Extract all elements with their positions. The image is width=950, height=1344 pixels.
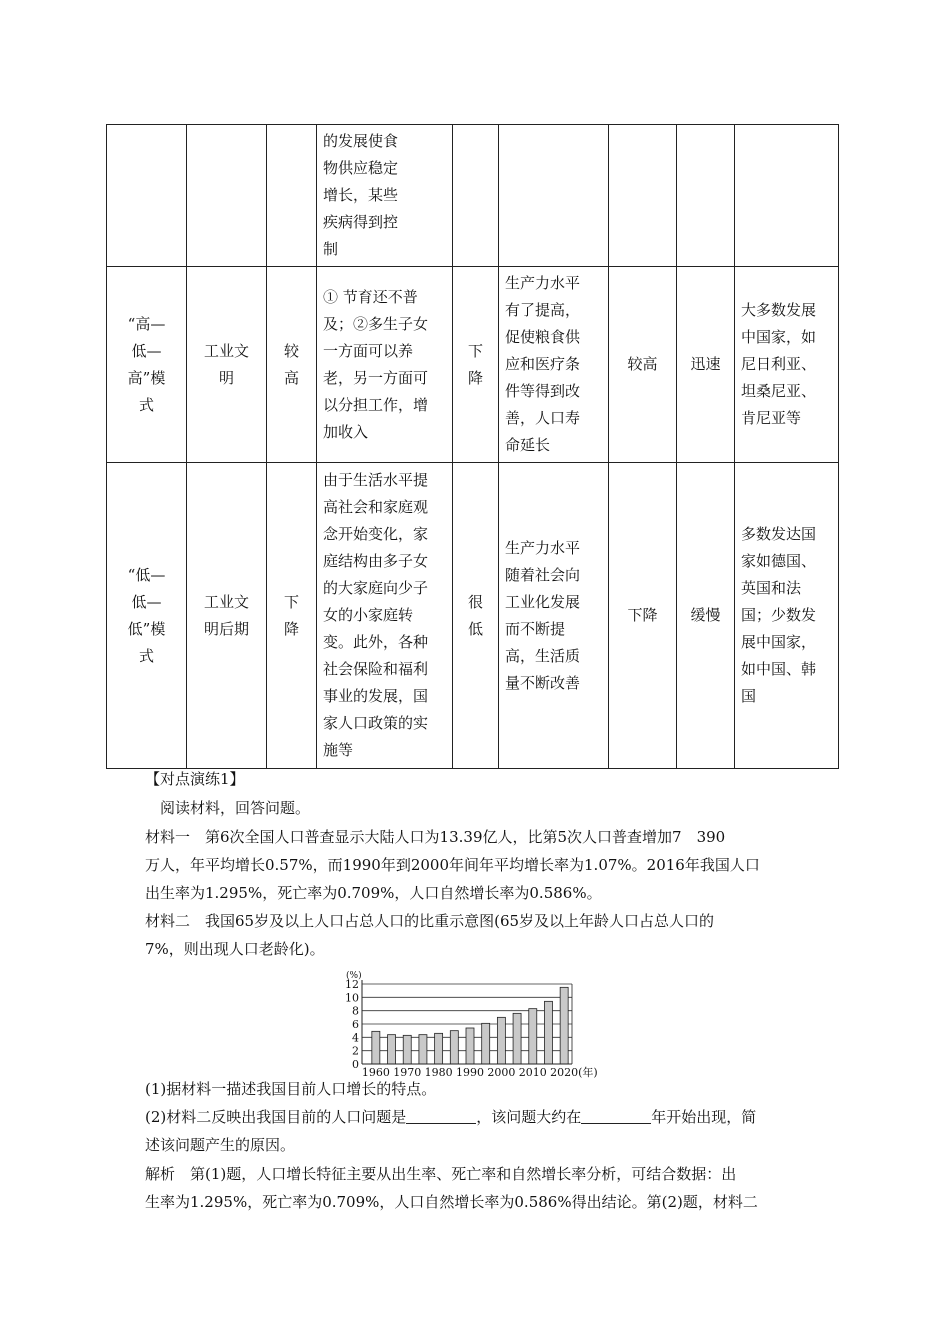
chart-bar	[372, 1031, 380, 1064]
table-cell	[267, 125, 317, 267]
aging-ratio-chart	[340, 968, 610, 1080]
chart-bar	[419, 1035, 427, 1064]
table-cell-birth-rate: 下 降	[267, 463, 317, 769]
chart-bar	[435, 1033, 443, 1064]
table-cell-birth-rate: 较 高	[267, 267, 317, 463]
chart-bar	[450, 1031, 458, 1064]
chart-y-tick-label: 6	[352, 1018, 359, 1031]
exercise-instruction: 阅读材料，回答问题。	[160, 799, 311, 817]
table-row-high-low-high	[107, 267, 839, 463]
table-cell	[107, 125, 187, 267]
population-model-table	[106, 124, 839, 769]
table-cell-growth-speed: 迅速	[677, 267, 735, 463]
question-1: (1)据材料一描述我国目前人口增长的特点。	[145, 1080, 437, 1098]
question-2	[145, 1104, 756, 1131]
chart-y-tick-label: 4	[352, 1031, 359, 1045]
chart-bar	[529, 1009, 537, 1064]
table-cell-civilization: 工业文 明	[187, 267, 267, 463]
chart-y-tick-label: 2	[352, 1044, 359, 1058]
chart-y-tick-label: 8	[352, 1004, 359, 1018]
table-cell-birth-reason: ① 节育还不普 及；②多生子女 一方面可以养 老，另一方面可 以分担工作，增 加收入	[317, 267, 453, 463]
answer-blank[interactable]	[581, 1107, 651, 1124]
chart-bar	[513, 1013, 521, 1064]
chart-bars	[372, 987, 568, 1064]
chart-x-tick-label: 1990	[456, 1066, 484, 1079]
table-row-low-low-low	[107, 463, 839, 769]
chart-x-tick-label: 2000	[487, 1066, 516, 1079]
table-cell-death-rate: 下 降	[453, 267, 499, 463]
table-cell	[735, 125, 839, 267]
chart-bar	[403, 1035, 411, 1064]
table-cell-model: “高— 低— 高”模 式	[107, 267, 187, 463]
table-cell-death-reason: 生产力水平 随着社会向 工业化发展 而不断提 高，生活质 量不断改善	[499, 463, 609, 769]
analysis-line: 解析 第(1)题，人口增长特征主要从出生率、死亡率和自然增长率分析，可结合数据：出	[145, 1165, 737, 1183]
table-cell-civilization: 工业文 明后期	[187, 463, 267, 769]
chart-x-tick-label: 2020	[550, 1066, 579, 1079]
chart-x-tick-label: 1980	[424, 1066, 453, 1079]
material2-line: 7%，则出现人口老龄化)。	[145, 940, 325, 958]
material1-line: 出生率为1.295%，死亡率为0.709%，人口自然增长率为0.586%。	[145, 884, 602, 902]
table-cell	[609, 125, 677, 267]
table-cell	[499, 125, 609, 267]
table-row-continuation	[107, 125, 839, 267]
material2-line: 材料二 我国65岁及以上人口占总人口的比重示意图(65岁及以上年龄人口占总人口的	[145, 912, 715, 930]
analysis-line: 生率为1.295%，死亡率为0.709%，人口自然增长率为0.586%得出结论。第(2)题，材料二	[145, 1193, 758, 1211]
chart-x-tick-label: 1960	[361, 1066, 390, 1079]
table-cell	[677, 125, 735, 267]
table-cell-regions: 多数发达国 家如德国、 英国和法 国；少数发 展中国家， 如中国、韩 国	[735, 463, 839, 769]
question-2-continued: 述该问题产生的原因。	[145, 1136, 296, 1154]
table-cell-growth-speed: 缓慢	[677, 463, 735, 769]
chart-bar	[466, 1028, 474, 1064]
exercise-heading: 【对点演练1】	[145, 770, 245, 788]
table-cell-death-rate: 很 低	[453, 463, 499, 769]
chart-bar	[388, 1035, 396, 1064]
chart-y-axis-label: (%)	[346, 971, 362, 981]
table-cell-death-reason: 生产力水平 有了提高， 促使粮食供 应和医疗条 件等得到改 善，人口寿 命延长	[499, 267, 609, 463]
table-cell-birth-reason: 由于生活水平提 高社会和家庭观 念开始变化，家 庭结构由多子女 的大家庭向少子 女的小家庭转 变。此外，各种 社会保险和福利 事业的发展，国 家人口政策的实 施等	[317, 463, 453, 769]
chart-bar	[560, 987, 568, 1064]
chart-y-tick-label: 12	[345, 978, 359, 991]
chart-x-tick-label: 1970	[393, 1066, 422, 1079]
chart-bar	[497, 1017, 505, 1064]
table-cell-natural-growth: 下降	[609, 463, 677, 769]
chart-y-tick-label: 10	[345, 991, 359, 1005]
material1-line: 万人，年平均增长0.57%，而1990年到2000年间年平均增长率为1.07%。2016年我国人口	[145, 856, 760, 874]
question-2-text: ，该问题大约在	[476, 1108, 582, 1126]
chart-bar	[544, 1001, 552, 1064]
chart-x-axis-label: (年)	[578, 1066, 598, 1079]
chart-y-tick-label: 0	[352, 1058, 359, 1071]
table-cell-natural-growth: 较高	[609, 267, 677, 463]
material1-line: 材料一 第6次全国人口普查显示大陆人口为13.39亿人，比第5次人口普查增加7 390	[145, 828, 726, 846]
chart-x-tick-label: 2010	[518, 1066, 547, 1079]
answer-blank[interactable]	[406, 1107, 476, 1124]
table-cell	[453, 125, 499, 267]
chart-bar	[482, 1023, 490, 1064]
table-cell-regions: 大多数发展 中国家，如 尼日利亚、 坦桑尼亚、 肯尼亚等	[735, 267, 839, 463]
table-cell	[187, 125, 267, 267]
table-cell-birth-reason: 的发展使食 物供应稳定 增长，某些 疾病得到控 制	[317, 125, 453, 267]
question-2-text: (2)材料二反映出我国目前的人口问题是	[145, 1108, 407, 1126]
question-2-text: 年开始出现，简	[651, 1108, 757, 1126]
table-cell-model: “低— 低— 低”模 式	[107, 463, 187, 769]
